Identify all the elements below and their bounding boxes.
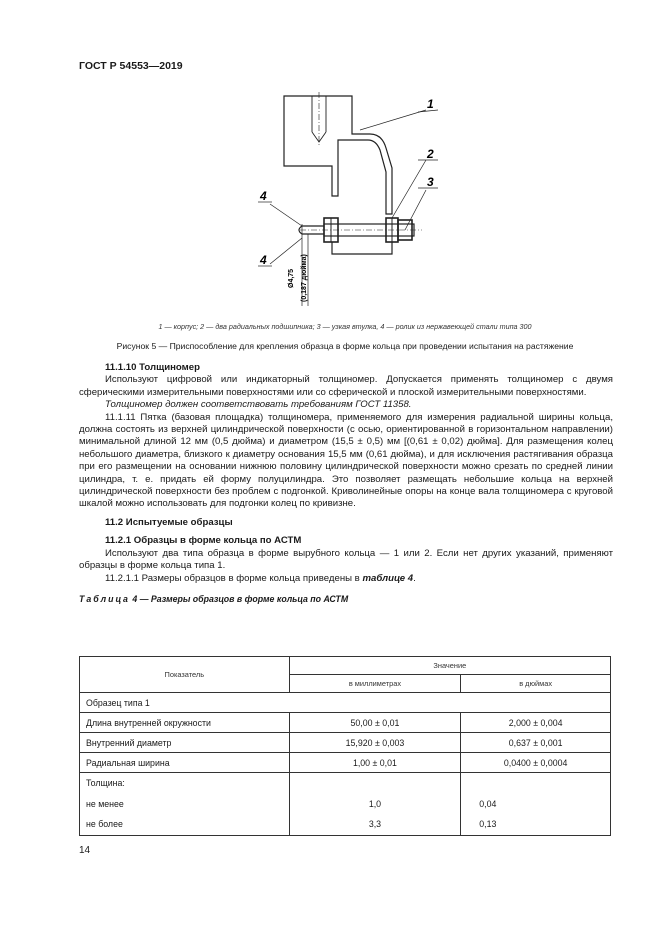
paragraph: Используют два типа образца в форме вырубного кольца — 1 или 2. Если нет других указаний, применяют образцы в форме кольца типа 1.: [79, 547, 613, 572]
document-header: ГОСТ Р 54553—2019: [79, 60, 183, 72]
thickness-in: [461, 773, 611, 836]
figure-legend: 1 — корпус; 2 — два радиальных подшипника; 3 — узкая втулка, 4 — ролик из нержавеющей стали типа 300: [158, 322, 532, 331]
table-caption-text: 4 — Размеры образцов в форме кольца по АСТМ: [132, 593, 349, 604]
page-number: 14: [79, 845, 91, 856]
table-header-in: в дюймах: [461, 675, 611, 693]
paragraph-end: .: [413, 572, 416, 584]
heading-11-2-1: 11.2.1 Образцы в форме кольца по АСТМ: [105, 535, 302, 547]
callout-3: 3: [427, 175, 434, 189]
table-caption: [79, 593, 613, 605]
row-mm: 15,920 ± 0,003: [289, 733, 461, 753]
row-label: Внутренний диаметр: [80, 733, 290, 753]
row-label: Длина внутренней окружности: [80, 713, 290, 733]
row-in: 0,0400 ± 0,0004: [461, 753, 611, 773]
thickness-min-mm: 1,0: [368, 798, 382, 809]
paragraph-italic: Толщиномер должен соответствовать требованиям ГОСТ 11358.: [105, 399, 412, 411]
paragraph-11-1-11: 11.1.11 Пятка (базовая площадка) толщиномера, применяемого для измерения радиальной ширины кольца, должна состоять из верхней цилиндрической поверхности (с осью, ориентированной в горизонтальном направлении) минимальной длиной 12 мм (0,5 дюйма) и диаметром (15,5 ± 0,5) мм [(0,61 ± 0,02) дюйма]. Для размещения колец небольшого диаметра, близкого к диаметру основания 15,5 мм (0,61 дюйма), и для исключения растягивания образца при его размещении на основании нижнюю половину цилиндрической поверхности можно срезать по средней линии цилиндра, т. е. придать ей форму полуцилиндра. Это позволяет размещать небольшие кольца на верхней цилиндрической поверхности без проблем с подгонкой. Криволинейные опоры на конце вала толщиномера с круговой шкалой можно использовать для подгонки колец по кривизне.: [79, 411, 613, 510]
table-row: [80, 713, 611, 733]
paragraph-11-2-1-1: [79, 573, 613, 585]
table-header-mm: в миллиметрах: [289, 675, 461, 693]
callout-2: 2: [427, 147, 434, 161]
callout-4-top: 4: [260, 189, 267, 203]
table-4: [79, 656, 611, 836]
table-header-value: Значение: [289, 657, 610, 675]
thickness-label: Толщина:: [86, 778, 125, 788]
row-in: 2,000 ± 0,004: [461, 713, 611, 733]
dimension-label: Ø4,75: [288, 268, 295, 288]
figure-caption: Рисунок 5 — Приспособление для крепления образца в форме кольца при проведении испытания на растяжение: [116, 341, 574, 351]
row-in: 0,637 ± 0,001: [461, 733, 611, 753]
thickness-max-label: не более: [86, 819, 123, 829]
table-reference-link[interactable]: таблице 4: [362, 572, 414, 584]
thickness-mm: [289, 773, 461, 836]
frame-bottom: [332, 242, 392, 254]
thickness-min-in: 0,04: [479, 798, 497, 809]
row-mm: 50,00 ± 0,01: [289, 713, 461, 733]
fixture-diagram: [240, 88, 440, 313]
document-body: [79, 362, 613, 605]
thickness-min-label: не менее: [86, 798, 124, 809]
thickness-max-mm: 3,3: [368, 819, 382, 829]
table-row: [80, 733, 611, 753]
table-row: [80, 753, 611, 773]
table-section-row: Образец типа 1: [80, 693, 611, 713]
table-header-indicator: Показатель: [80, 657, 290, 693]
heading-11-1-10: 11.1.10 Толщиномер: [105, 362, 200, 373]
figure-5-drawing: [240, 88, 440, 313]
heading-11-2: 11.2 Испытуемые образцы: [105, 516, 233, 528]
thickness-max-in: 0,13: [479, 819, 497, 829]
paragraph: Используют цифровой или индикаторный толщиномер. Допускается применять толщиномер с двумя сферическими измерительными поверхностями или со сферической и плоской измерительными поверхностями.: [79, 374, 613, 398]
row-label: Радиальная ширина: [80, 753, 290, 773]
dimension-sublabel: (0,187 дюйма): [301, 254, 308, 302]
callout-1: 1: [427, 97, 434, 111]
table-row-thickness: [80, 773, 611, 836]
row-mm: 1,00 ± 0,01: [289, 753, 461, 773]
thickness-labels: [80, 773, 290, 836]
paragraph-text: 11.2.1.1 Размеры образцов в форме кольца приведены в: [105, 572, 363, 584]
callout-4-bottom: 4: [260, 253, 267, 267]
body-outline: [284, 96, 392, 214]
table-caption-prefix: Таблица: [79, 593, 130, 604]
